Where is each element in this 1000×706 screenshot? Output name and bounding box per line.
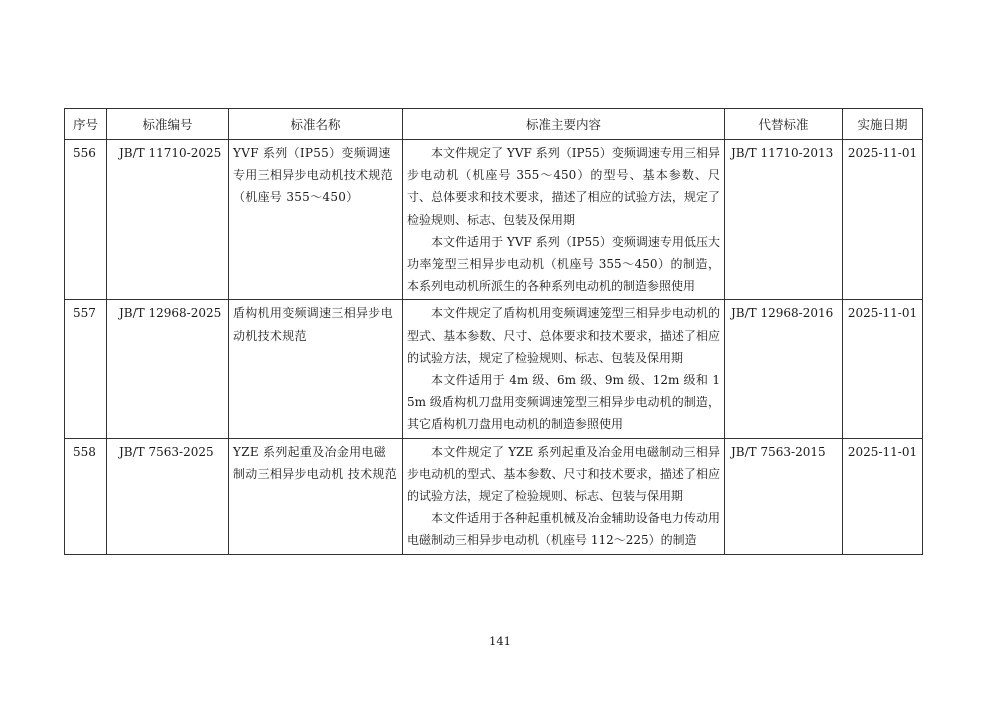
standards-table bbox=[64, 108, 923, 555]
row-code: JB/T 11710-2025 bbox=[107, 140, 229, 300]
row-content-paragraph: 本文件规定了盾构机用变频调速笼型三相异步电动机的型式、基本参数、尺寸、总体要求和技术要求，描述了相应的试验方法，规定了检验规则、标志、包装及保用期 bbox=[407, 306, 720, 365]
row-date: 2025-11-01 bbox=[843, 140, 923, 300]
row-name: YVF 系列（IP55）变频调速专用三相异步电动机技术规范（机座号 355～450） bbox=[229, 140, 403, 300]
row-content-paragraph: 本文件适用于 YVF 系列（IP55）变频调速专用低压大功率笼型三相异步电动机（机座号 355～450）的制造，本系列电动机所派生的各种系列电动机的制造参照使用 bbox=[407, 234, 720, 294]
row-content-paragraph: 本文件规定了 YVF 系列（IP55）变频调速专用三相异步电动机（机座号 355～450）的型号、基本参数、尺寸、总体要求和技术要求，描述了相应的试验方法，规定了检验规则、标志、包装及保用期 bbox=[407, 146, 720, 227]
row-name: YZE 系列起重及冶金用电磁制动三相异步电动机 技术规范 bbox=[229, 438, 403, 554]
header-seq: 序号 bbox=[65, 109, 107, 140]
row-name: 盾构机用变频调速三相异步电动机技术规范 bbox=[229, 300, 403, 438]
row-replaces: JB/T 11710-2013 bbox=[725, 140, 843, 300]
table-row bbox=[65, 300, 923, 438]
table-header-row bbox=[65, 109, 923, 140]
row-content-paragraph: 本文件适用于 4m 级、6m 级、9m 级、12m 级和 15m 级盾构机刀盘用变频调速笼型三相异步电动机的制造，其它盾构机刀盘用电动机的制造参照使用 bbox=[407, 373, 720, 432]
page-number: 141 bbox=[489, 634, 511, 648]
row-seq: 556 bbox=[65, 140, 107, 300]
row-content-paragraph: 本文件规定了 YZE 系列起重及冶金用电磁制动三相异步电动机的型式、基本参数、尺寸和技术要求，描述了相应的试验方法，规定了检验规则、标志、包装与保用期 bbox=[407, 444, 720, 504]
table-row bbox=[65, 438, 923, 554]
row-content bbox=[403, 438, 725, 554]
row-seq: 557 bbox=[65, 300, 107, 438]
row-date: 2025-11-01 bbox=[843, 300, 923, 438]
row-content bbox=[403, 140, 725, 300]
row-replaces: JB/T 7563-2015 bbox=[725, 438, 843, 554]
table-row bbox=[65, 140, 923, 300]
row-content bbox=[403, 300, 725, 438]
header-name: 标准名称 bbox=[229, 109, 403, 140]
header-code: 标准编号 bbox=[107, 109, 229, 140]
row-code: JB/T 7563-2025 bbox=[107, 438, 229, 554]
header-date: 实施日期 bbox=[843, 109, 923, 140]
row-replaces: JB/T 12968-2016 bbox=[725, 300, 843, 438]
row-content-paragraph: 本文件适用于各种起重机械及冶金辅助设备电力传动用电磁制动三相异步电动机（机座号 112～225）的制造 bbox=[407, 511, 720, 548]
header-replaces: 代替标准 bbox=[725, 109, 843, 140]
row-code: JB/T 12968-2025 bbox=[107, 300, 229, 438]
row-date: 2025-11-01 bbox=[843, 438, 923, 554]
header-content: 标准主要内容 bbox=[403, 109, 725, 140]
row-seq: 558 bbox=[65, 438, 107, 554]
